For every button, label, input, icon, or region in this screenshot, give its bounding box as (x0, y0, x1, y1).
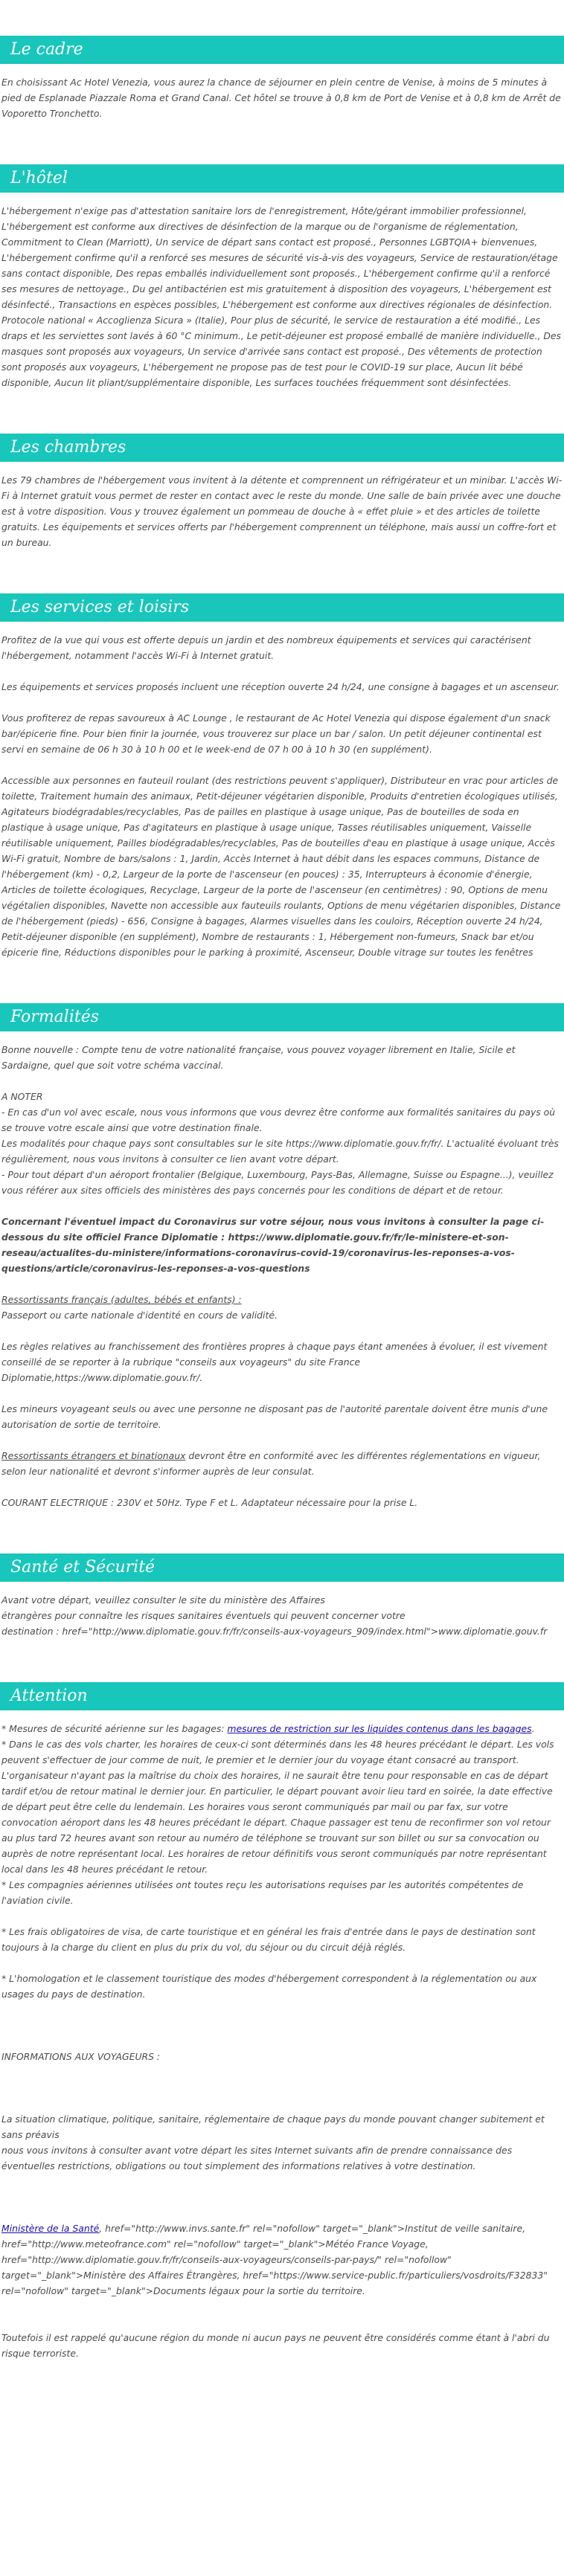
border-rules-text: Les règles relatives au franchissement des frontières propres à chaque pays étant amenées à évoluer, il est vivement conseillé de se reporter à la rubrique "conseils aux voyageurs" du site France Diplomatie,https://www.diplomatie.gouv.fr/. (1, 1341, 548, 1383)
section-title-formalites: Formalités (0, 1003, 564, 1031)
foreign-nationals-paragraph (1, 1448, 563, 1479)
section-title-hotel: L'hôtel (0, 164, 564, 193)
foreign-nationals-title: Ressortissants étrangers et binationaux (1, 1450, 186, 1461)
baggage-security-prefix: * Mesures de sécurité aérienne sur les bagages: (1, 1723, 228, 1734)
hotel-text: L'hébergement n'exige pas d'attestation sanitaire lors de l'enregistrement, Hôte/gérant immobilier professionnel, L'hébergement est conforme aux directives de désinfection de la marque ou de l'organisme de réglementation, Commitment to Clean (Marriott), Un service de départ sans contact est proposé., Personnes LGBTQIA+ bienvenues, L'hébergement confirme qu'il a renforcé ses mesures de sécurité vis-à-vis des voyageurs, Service de restauration/étage sans contact disponible, Des repas emballés individuellement sont proposés., L'hébergement confirme qu'il a renforcé ses mesures de nettoyage., Du gel antibactérien est mis gratuitement à disposition des voyageurs, L'hébergement est désinfecté., Transactions en espèces possibles, L'hébergement est conforme aux directives régionales de désinfection. Protocole national « Accoglienza Sicura » (Italie), Pour plus de sécurité, le service de restauration a été modifié., Les draps et les serviettes sont lavés à 60 °C minimum., Le petit-déjeuner est proposé emballé de manière individuelle., Des masques sont proposés aux voyageurs, Un service d'arrivée sans contact est proposé., Des vêtements de protection sont proposés aux voyageurs, L'hébergement ne propose pas de test pour le COVID-19 sur place, Aucun lit bébé disponible, Aucun lit pliant/supplémentaire disponible, Les surfaces touchées fréquemment sont désinfectées. (1, 205, 562, 388)
ministry-health-link[interactable]: Ministère de la Santé (1, 2223, 100, 2234)
terrorism-risk-text: Toutefois il est rappelé qu'aucune région du monde ni aucun pays ne peuvent être considérés comme étant à l'abri du risque terroriste. (1, 2332, 550, 2359)
homologation-text: * L'homologation et le classement touristique des modes d'hébergement correspondent à la réglementation ou aux usages du pays de destination. (1, 1973, 537, 2000)
liquids-restriction-link[interactable]: mesures de restriction sur les liquides contenus dans les bagages (227, 1723, 532, 1734)
useful-links-text: , href="http://www.invs.sante.fr" rel="nofollow" target="_blank">Institut de veille sanitaire, href="http://www.meteofrance.com" rel="nofollow" target="_blank">Météo France Voyage, href="http://www.diplomatie.gouv.fr/fr/conseils-aux-voyageurs/conseils-par-pays/" rel="nofollow" target="_blank">Ministère des Affaires Étrangères, href="https://www.service-public.fr/particuliers/vosdroits/F32833" rel="nofollow" target="_blank">Documents légaux pour la sortie du territoire. (1, 2223, 548, 2296)
section-hotel (0, 164, 564, 390)
formalites-intro: Bonne nouvelle : Compte tenu de votre nationalité française, vous pouvez voyager librement en Italie, Sicile et Sardaigne, quel que soit votre schéma vaccinal. (1, 1044, 516, 1071)
airlines-text: * Les compagnies aériennes utilisées ont toutes reçu les autorisations requises par les autorités compétentes de l'aviation civile. (1, 1879, 524, 1906)
traveler-info-line-2: nous vous invitons à consulter avant votre départ les sites Internet suivants afin de prendre connaissance des éventuelles restrictions, obligations ou tout simplement des informations relatives à votre destination. (1, 2145, 513, 2171)
electric-current-text: COURANT ELECTRIQUE : 230V et 50Hz. Type F et L. Adaptateur nécessaire pour la prise L. (1, 1497, 418, 1508)
section-title-chambres: Les chambres (0, 434, 564, 462)
services-paragraph-2: Les équipements et services proposés incluent une réception ouverte 24 h/24, une consigne à bagages et un ascenseur. (1, 681, 560, 692)
charter-flights-text: * Dans le cas des vols charter, les horaires de ceux-ci sont déterminés dans les 48 heures précédant le départ. Les vols peuvent s'effectuer de jour comme de nuit, le premier et le dernier jour du voyage étant consacré au transport. L'organisateur n'ayant pas la maîtrise du choix des horaires, il ne saurait être tenu pour responsable en cas de départ tardif et/ou de retour matinal le dernier jour. En particulier, le départ pouvant avoir lieu tard en soirée, la date effective de départ peut être celle du lendemain. Les horaires vous seront communiqués par mail ou par fax, sur votre convocation aéroport dans les 48 heures précédant le départ. Chaque passager est tenu de reconfirmer son vol retour au plus tard 72 heures avant son retour au numéro de téléphone se trouvant sur son billet ou sur sa convocation ou auprès de notre représentant local. Les horaires de retour définitifs vous seront communiqués par notre représentant local dans les 48 heures précédant le retour. (1, 1739, 554, 1875)
section-attention (0, 1682, 564, 2361)
french-nationals-title: Ressortissants français (adultes, bébés et enfants) : (1, 1294, 242, 1305)
baggage-security-paragraph (1, 1721, 563, 1736)
chambres-text: Les 79 chambres de l'hébergement vous invitent à la détente et comprennent un réfrigérateur et un minibar. L'accès Wi-Fi à Internet gratuit vous permet de rester en contact avec le reste du monde. Une salle de bain privée avec une douche est à votre disposition. Vous y trouvez également un pommeau de douche à « effet pluie » et des articles de toilette gratuits. Les équipements et services offerts par l'hébergement comprennent un téléphone, mais aussi un coffre-fort et un bureau. (1, 474, 563, 548)
sante-line-1: Avant votre départ, veuillez consulter le site du ministère des Affaires (1, 1594, 325, 1606)
section-title-attention: Attention (0, 1682, 564, 1710)
services-paragraph-1: Profitez de la vue qui vous est offerte depuis un jardin et des nombreux équipements et services qui caractérisent l'hébergement, notamment l'accès Wi-Fi à Internet gratuit. (1, 634, 531, 661)
section-sante (0, 1553, 564, 1639)
minors-text: Les mineurs voyageant seuls ou avec une personne ne disposant pas de l'autorité parentale doivent être munis d'une autorisation de sortie de territoire. (1, 1403, 548, 1430)
sante-line-2: étrangères pour connaître les risques sanitaires éventuels qui peuvent concerner votre (1, 1610, 406, 1621)
section-formalites (0, 1003, 564, 1510)
visa-fees-text: * Les frais obligatoires de visa, de carte touristique et en général les frais d'entrée dans le pays de destination sont toujours à la charge du client en plus du prix du vol, du séjour ou du circuit déjà réglés. (1, 1926, 536, 1953)
note-line-3: - Pour tout départ d'un aéroport frontalier (Belgique, Luxembourg, Pays-Bas, Allemagne, Suisse ou Espagne...), veuillez vous référer aux sites officiels des ministères des pays concernés pour les conditions de départ et de retour. (1, 1169, 554, 1196)
baggage-security-suffix: . (531, 1723, 535, 1734)
section-title-services: Les services et loisirs (0, 593, 564, 622)
section-services (0, 593, 564, 960)
section-title-cadre: Le cadre (0, 36, 564, 64)
cadre-text: En choisissant Ac Hotel Venezia, vous aurez la chance de séjourner en plein centre de Venise, à moins de 5 minutes à pied de Esplanade Piazzale Roma et Grand Canal. Cet hôtel se trouve à 0,8 km de Port de Venise et à 0,8 km de Arrêt de Voporetto Tronchetto. (1, 77, 561, 119)
traveler-info-line-1: La situation climatique, politique, sanitaire, réglementaire de chaque pays du monde pouvant changer subitement et sans préavis (1, 2113, 545, 2140)
section-chambres (0, 434, 564, 550)
french-nationals-text: Passeport ou carte nationale d'identité en cours de validité. (1, 1310, 278, 1321)
note-line-1: - En cas d'un vol avec escale, nous vous informons que vous devrez être conforme aux formalités sanitaires du pays où se trouve votre escale ainsi que votre destination finale. (1, 1107, 556, 1133)
note-title: A NOTER (1, 1091, 43, 1102)
traveler-info-title: INFORMATIONS AUX VOYAGEURS : (1, 2051, 161, 2062)
note-line-2: Les modalités pour chaque pays sont consultables sur le site https://www.diplomatie.gouv.fr/fr/. L'actualité évoluant très régulièrement, nous vous invitons à consulter ce lien avant votre départ. (1, 1138, 559, 1165)
sante-line-3: destination : href="http://www.diplomatie.gouv.fr/fr/conseils-aux-voyageurs_909/index.html">www.diplomatie.gouv.fr (1, 1626, 548, 1637)
useful-links-paragraph (1, 2221, 563, 2299)
section-cadre (0, 36, 564, 121)
covid-notice: Concernant l'éventuel impact du Coronavirus sur votre séjour, nous vous invitons à consulter la page ci-dessous du site officiel France Diplomatie : https://www.diplomatie.gouv.fr/fr/le-ministere-et-son-reseau/actualites-du-ministere/informations-coronavirus-covid-19/coronavirus-les-reponses-a-vos-questions/article/coronavirus-les-reponses-a-vos-questions (1, 1216, 545, 1274)
services-paragraph-3: Vous profiterez de repas savoureux à AC Lounge , le restaurant de Ac Hotel Venezia qui dispose également d'un snack bar/épicerie fine. Pour bien finir la journée, vous trouverez sur place un bar / salon. Un petit déjeuner continental est servi en semaine de 06 h 30 à 10 h 00 et le week-end de 07 h 00 à 10 h 30 (en supplément). (1, 712, 551, 755)
section-title-sante: Santé et Sécurité (0, 1553, 564, 1582)
foreign-nationals-text: devront être en conformité avec les différentes réglementations en vigueur, selon leur nationalité et devront s'informer auprès de leur consulat. (1, 1450, 541, 1477)
services-paragraph-4: Accessible aux personnes en fauteuil roulant (des restrictions peuvent s'appliquer), Distributeur en vrac pour articles de toilette, Traitement humain des animaux, Petit-déjeuner végétarien disponible, Produits d'entretien écologiques utilisés, Agitateurs biodégradables/recyclables, Pas de pailles en plastique à usage unique, Pas de bouteilles de soda en plastique à usage unique, Pas d'agitateurs en plastique à usage unique, Tasses réutilisables uniquement, Vaisselle réutilisable uniquement, Pailles biodégradables/recyclables, Pas de bouteilles d'eau en plastique à usage unique, Accès Wi-Fi gratuit, Nombre de bars/salons : 1, Jardin, Accès Internet à haut débit dans les espaces communs, Distance de l'hébergement (km) - 0,2, Largeur de la porte de l'ascenseur (en pouces) : 35, Interrupteurs à économie d'énergie, Articles de toilette écologiques, Recyclage, Largeur de la porte de l'ascenseur (en centimètres) : 90, Options de menu végétalien disponibles, Navette non accessible aux fauteuils roulants, Options de menu végétarien disponibles, Distance de l'hébergement (pieds) - 656, Consigne à bagages, Alarmes visuelles dans les couloirs, Réception ouverte 24 h/24, Petit-déjeuner disponible (en supplément), Nombre de restaurants : 1, Hébergement non-fumeurs, Snack bar et/ou épicerie fine, Réductions disponibles pour le parking à proximité, Ascenseur, Double vitrage sur toutes les fenêtres (1, 775, 561, 958)
